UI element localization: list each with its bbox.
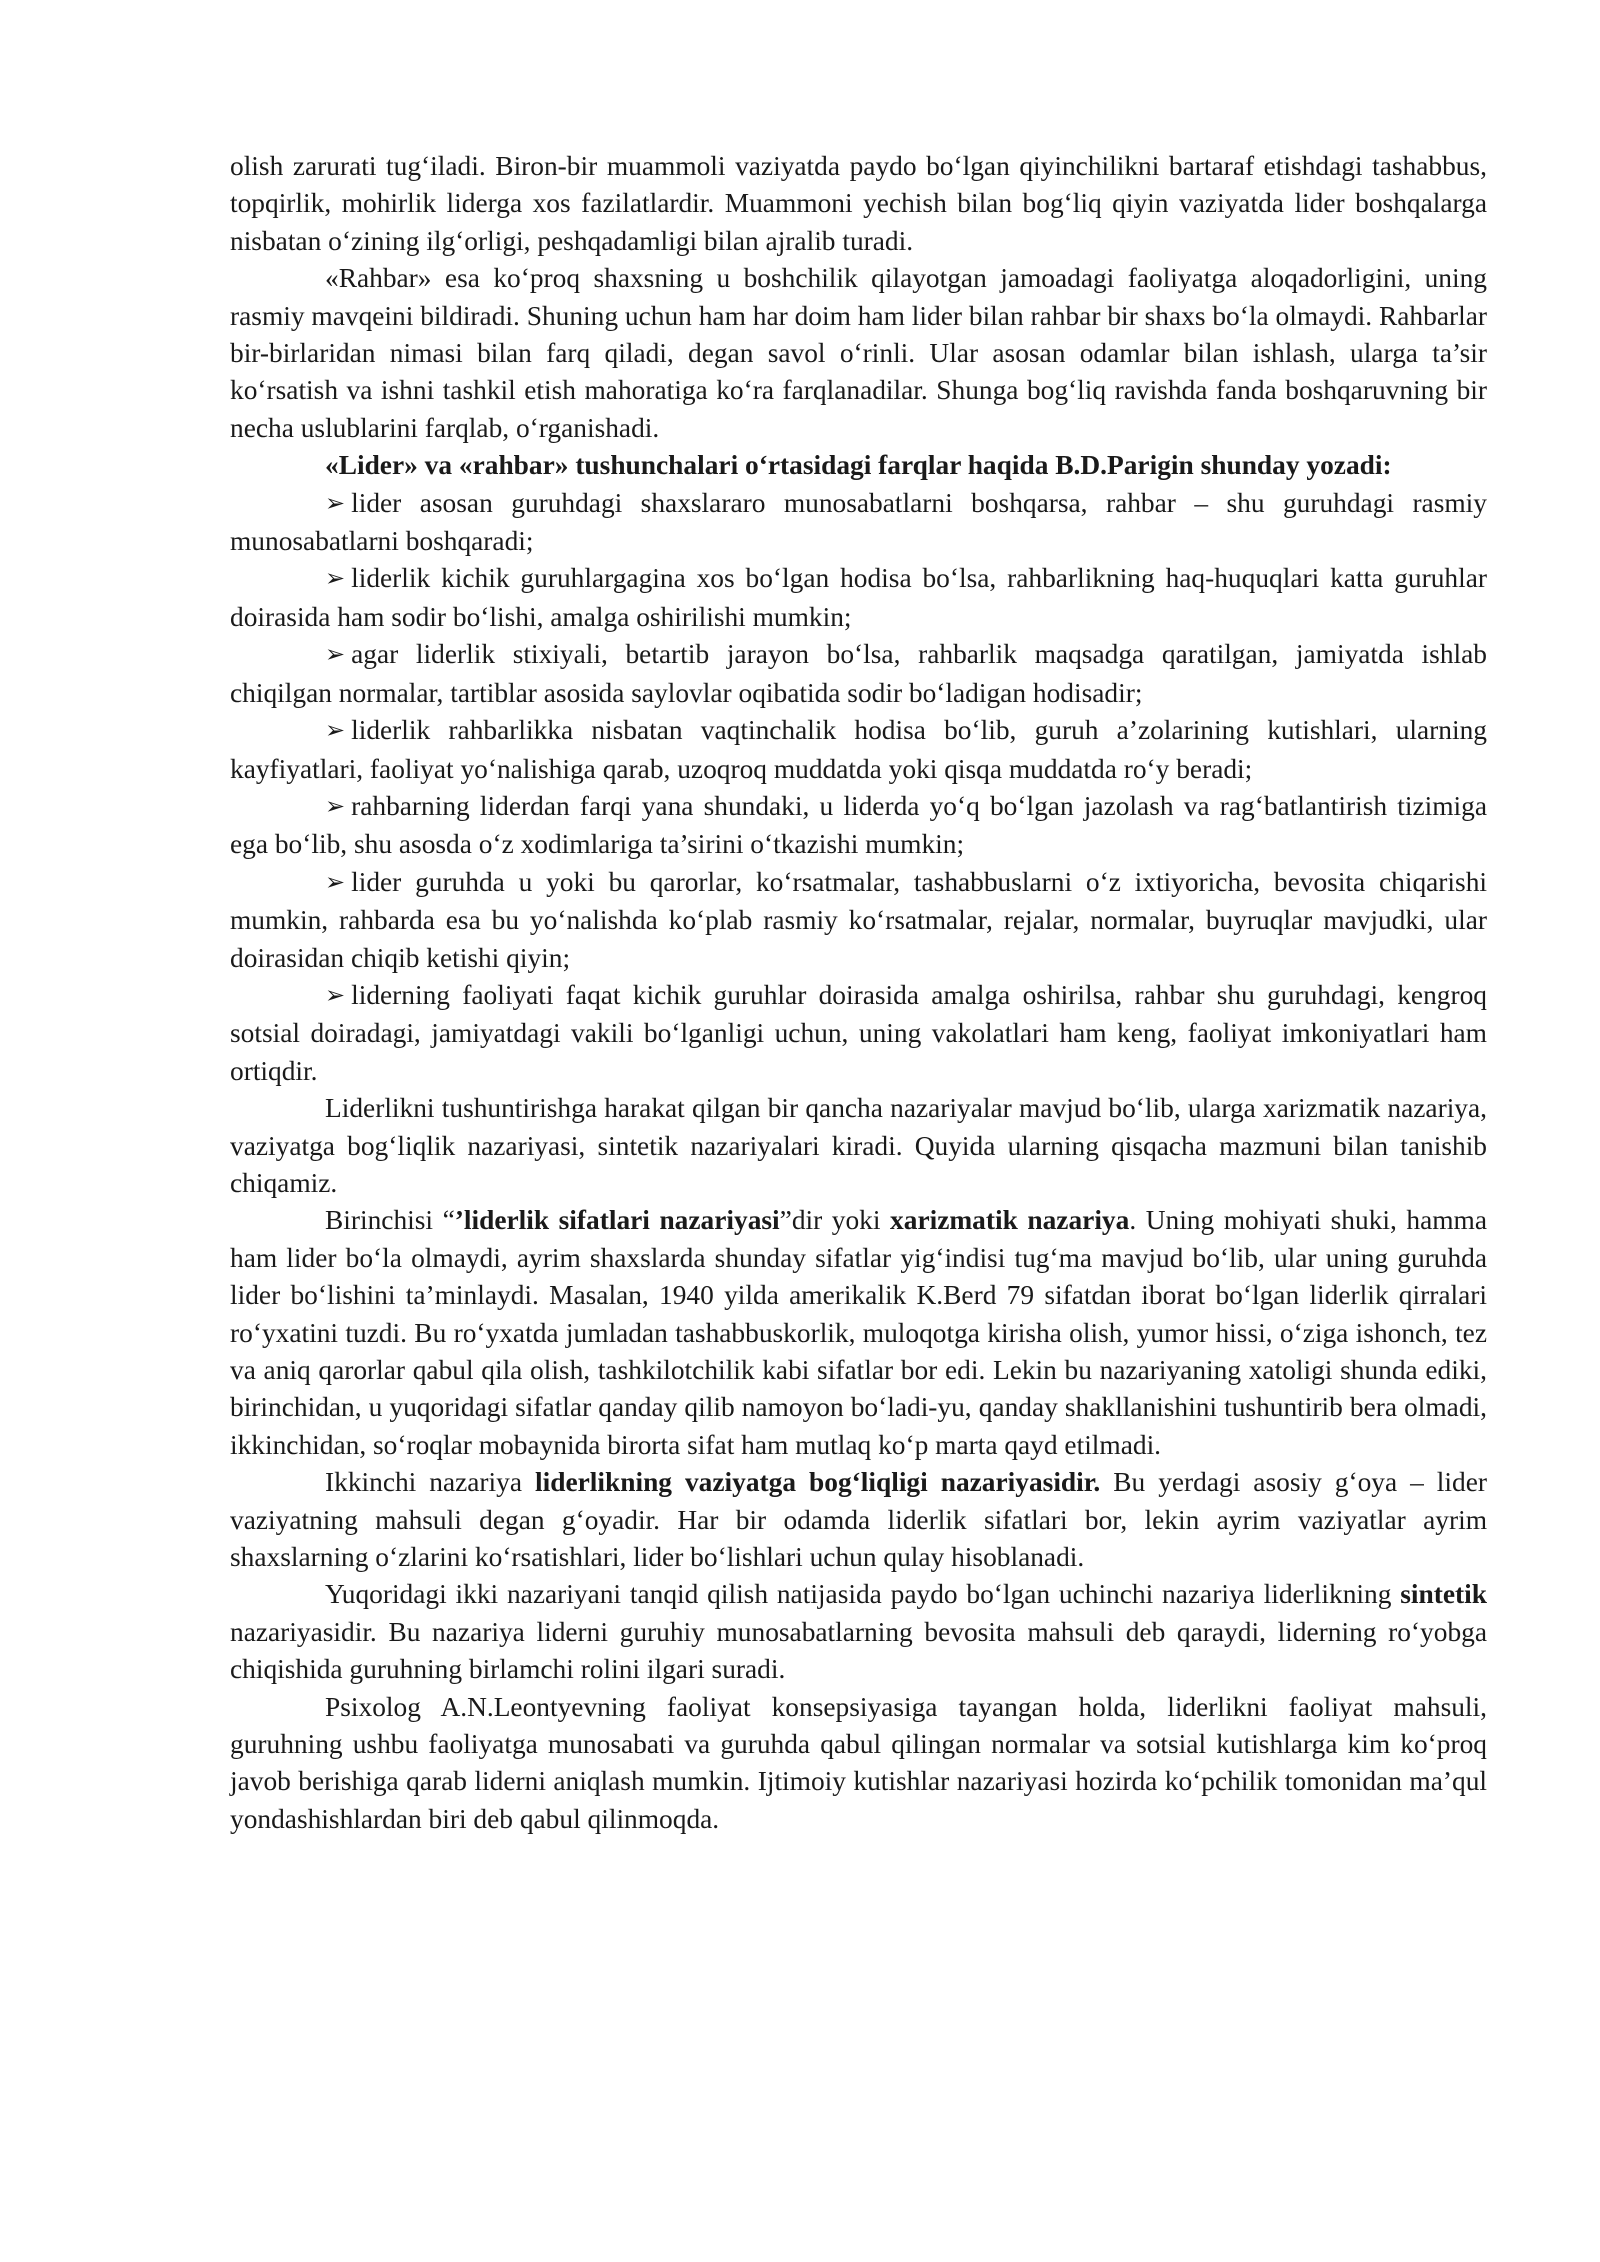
list-item	[230, 560, 1487, 636]
text-run: Bu yerdagi asosiy g‘oya – lider vaziyatning mahsuli degan g‘oyadir. Har bir odamda liderlik sifatlari bor, lekin ayrim vaziyatlar ayrim shaxslarning o‘zlarini ko‘rsatishlari, lider bo‘lishlari uchun qulay hisoblanadi.	[230, 1467, 1487, 1573]
list-item-text: rahbarning liderdan farqi yana shundaki, u liderda yo‘q bo‘lgan jazolash va rag‘batlantirish tizimiga ega bo‘lib, shu asosda o‘z xodimlariga ta’sirini o‘tkazishi mumkin;	[230, 790, 1487, 860]
text-run: . Uning mohiyati shuki, hamma ham lider bo‘la olmaydi, ayrim shaxslarda shunday sifatlar yig‘indisi tug‘ma mavjud bo‘lib, ular uning guruhda lider bo‘lishini ta’minlaydi. Masalan, 1940 yilda amerikalik K.Berd 79 sifatdan iborat bo‘lgan liderlik qirralari ro‘yxatini tuzdi. Bu ro‘yxatda jumladan tashabbuskorlik, muloqotga kirisha olish, yumor hissi, o‘ziga ishonch, tez va aniq qarorlar qabul qila olish, tashkilotchilik kabi sifatlar bor edi. Lekin bu nazariyaning xatoligi shunda ediki, birinchidan, u yuqoridagi sifatlar qanday qilib namoyon bo‘ladi-yu, qanday shakllanishini tushuntirib bera olmadi, ikkinchidan, so‘roqlar mobaynida birorta sifat ham mutlaq ko‘p marta qayd etilmadi.	[230, 1205, 1488, 1460]
list-item	[230, 485, 1487, 561]
text-run: ”dir yoki	[779, 1205, 891, 1236]
list-item	[230, 788, 1487, 864]
list-item-text: liderlik kichik guruhlargagina xos bo‘lgan hodisa bo‘lsa, rahbarlikning haq-huquqlari katta guruhlar doirasida ham sodir bo‘lishi, amalga oshirilishi mumkin;	[230, 563, 1487, 632]
arrow-bullet-icon: ➢	[325, 488, 346, 517]
paragraph-first-theory	[230, 1202, 1487, 1464]
paragraph-third-theory	[230, 1576, 1487, 1688]
arrow-bullet-icon: ➢	[325, 640, 346, 669]
text-run: nazariyasidir. Bu nazariya liderni guruhiy munosabatlarning bevosita mahsuli deb qaraydi, liderning ro‘yobga chiqishida guruhning birlamchi rolini ilgari suradi.	[230, 1616, 1487, 1685]
paragraph-second-theory	[230, 1464, 1487, 1576]
list-item-text: agar liderlik stixiyali, betartib jarayon bo‘lsa, rahbarlik maqsadga qaratilgan, jamiyatda ishlab chiqilgan normalar, tartiblar asosida saylovlar oqibatida sodir bo‘ladigan hodisadir;	[230, 639, 1487, 708]
text-run: Ikkinchi nazariya	[325, 1467, 535, 1498]
text-run: Yuqoridagi ikki nazariyani tanqid qilish natijasida paydo bo‘lgan uchinchi nazariya liderlikning	[325, 1579, 1401, 1610]
text-run: Birinchisi “	[325, 1205, 455, 1236]
arrow-bullet-icon: ➢	[325, 980, 346, 1009]
section-heading	[230, 447, 1487, 484]
bold-term: liderlikning vaziyatga bog‘liqligi nazariyasidir.	[535, 1467, 1101, 1498]
bold-term: sintetik	[1400, 1579, 1487, 1610]
bold-term: ’liderlik sifatlari nazariyasi	[454, 1205, 780, 1236]
arrow-bullet-icon: ➢	[325, 867, 346, 896]
paragraph-leontyev: Psixolog A.N.Leontyevning faoliyat konsepsiyasiga tayangan holda, liderlikni faoliyat mahsuli, guruhning ushbu faoliyatga munosabati va guruhda qabul qilingan normalar va sotsial kutishlarga kim ko‘proq javob berishiga qarab liderni aniqlash mumkin. Ijtimoiy kutishlar nazariyasi hozirda ko‘pchilik tomonidan ma’qul yondashishlardan biri deb qabul qilinmoqda.	[230, 1691, 1487, 1834]
list-item-text: lider asosan guruhdagi shaxslararo munosabatlarni boshqarsa, rahbar – shu guruhdagi rasmiy munosabatlarni boshqaradi;	[230, 487, 1487, 557]
bold-term: xarizmatik nazariya	[890, 1205, 1130, 1236]
section-heading-text: «Lider» va «rahbar» tushunchalari o‘rtasidagi farqlar haqida B.D.Parigin shunday yozadi:	[325, 450, 1392, 481]
paragraph-theories-intro: Liderlikni tushuntirishga harakat qilgan bir qancha nazariyalar mavjud bo‘lib, ularga xarizmatik nazariya, vaziyatga bog‘liqlik nazariyasi, sintetik nazariyalari kiradi. Quyida ularning qisqacha mazmuni bilan tanishib chiqamiz.	[230, 1093, 1487, 1198]
paragraph-rahbar: «Rahbar» esa ko‘proq shaxsning u boshchilik qilayotgan jamoadagi faoliyatga aloqadorligini, uning rasmiy mavqeini bildiradi. Shuning uchun ham har doim ham lider bilan rahbar bir shaxs bo‘la olmaydi. Rahbarlar bir-birlaridan nimasi bilan farq qiladi, degan savol o‘rinli. Ular asosan odamlar bilan ishlash, ularga ta’sir ko‘rsatish va ishni tashkil etish mahoratiga ko‘ra farqlanadilar. Shunga bog‘liq ravishda fanda boshqaruvning bir necha uslublarini farqlab, o‘rganishadi.	[230, 263, 1487, 443]
differences-list	[230, 485, 1487, 1091]
list-item-text: liderning faoliyati faqat kichik guruhlar doirasida amalga oshirilsa, rahbar shu guruhdagi, kengroq sotsial doiradagi, jamiyatdagi vakili bo‘lganligi uchun, uning vakolatlari ham keng, faoliyat imkoniyatlari ham ortiqdir.	[230, 979, 1487, 1086]
document-page	[230, 148, 1487, 1838]
list-item	[230, 864, 1487, 977]
list-item	[230, 636, 1487, 712]
arrow-bullet-icon: ➢	[325, 716, 346, 745]
list-item	[230, 712, 1487, 788]
paragraph-intro: olish zarurati tug‘iladi. Biron-bir muammoli vaziyatda paydo bo‘lgan qiyinchilikni bartaraf etishdagi tashabbus, topqirlik, mohirlik liderga xos fazilatlardir. Muammoni yechish bilan bog‘liq qiyin vaziyatda lider boshqalarga nisbatan o‘zining ilg‘orligi, peshqadamligi bilan ajralib turadi.	[230, 151, 1487, 256]
arrow-bullet-icon: ➢	[325, 564, 346, 593]
list-item-text: lider guruhda u yoki bu qarorlar, ko‘rsatmalar, tashabbuslarni o‘z ixtiyoricha, bevosita chiqarishi mumkin, rahbarda esa bu yo‘nalishda ko‘plab rasmiy ko‘rsatmalar, rejalar, normalar, buyruqlar mavjudki, ular doirasidan chiqib ketishi qiyin;	[230, 866, 1487, 973]
arrow-bullet-icon: ➢	[325, 791, 346, 820]
list-item-text: liderlik rahbarlikka nisbatan vaqtinchalik hodisa bo‘lib, guruh a’zolarining kutishlari, ularning kayfiyatlari, faoliyat yo‘nalishiga qarab, uzoqroq muddatda yoki qisqa muddatda ro‘y beradi;	[230, 715, 1487, 784]
list-item	[230, 977, 1487, 1090]
